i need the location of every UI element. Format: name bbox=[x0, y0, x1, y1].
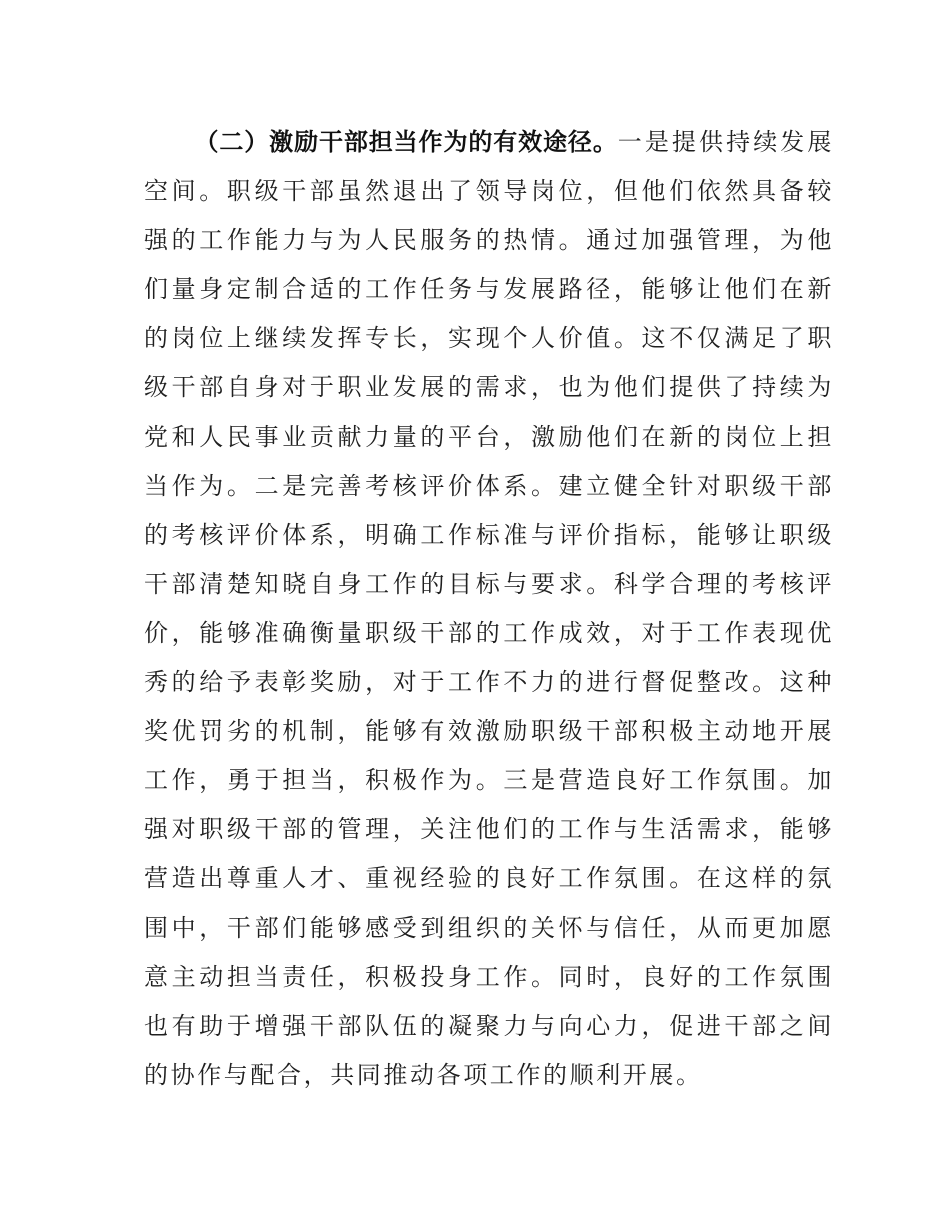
paragraph-body: 一是提供持续发展空间。职级干部虽然退出了领导岗位，但他们依然具备较强的工作能力与为人民服务的热情。通过加强管理，为他们量身定制合适的工作任务与发展路径，能够让他们在新的岗位上继续发挥专长，实现个人价值。这不仅满足了职级干部自身对于职业发展的需求，也为他们提供了持续为党和人民事业贡献力量的平台，激励他们在新的岗位上担当作为。二是完善考核评价体系。建立健全针对职级干部的考核评价体系，明确工作标准与评价指标，能够让职级干部清楚知晓自身工作的目标与要求。科学合理的考核评价，能够准确衡量职级干部的工作成效，对于工作表现优秀的给予表彰奖励，对于工作不力的进行督促整改。这种奖优罚劣的机制，能够有效激励职级干部积极主动地开展工作，勇于担当，积极作为。三是营造良好工作氛围。加强对职级干部的管理，关注他们的工作与生活需求，能够营造出尊重人才、重视经验的良好工作氛围。在这样的氛围中，干部们能够感受到组织的关怀与信任，从而更加愿意主动担当责任，积极投身工作。同时，良好的工作氛围也有助于增强干部队伍的凝聚力与向心力，促进干部之间的协作与配合，共同推动各项工作的顺利开展。 bbox=[144, 128, 834, 1089]
section-heading: （二）激励干部担当作为的有效途径。 bbox=[194, 128, 618, 156]
paragraph bbox=[144, 118, 834, 1100]
